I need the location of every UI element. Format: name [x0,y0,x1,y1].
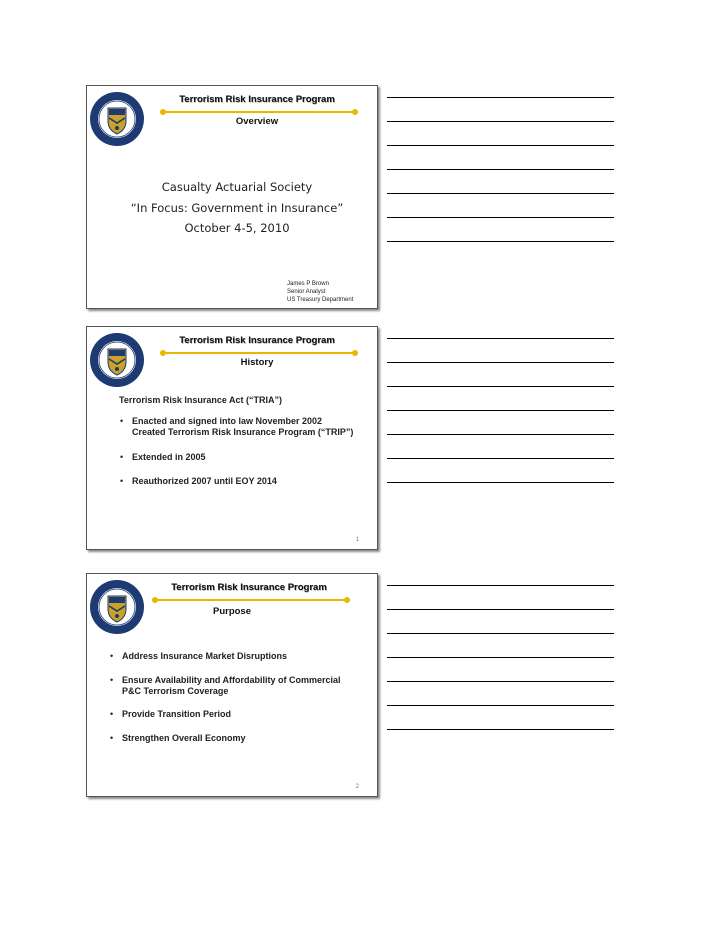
slide-purpose [86,573,378,797]
author-department: US Treasury Department [287,297,354,303]
notes-line [387,362,614,363]
event-date: October 4-5, 2010 [184,221,290,235]
notes-line [387,705,614,706]
notes-line [387,217,614,218]
slide-title: Terrorism Risk Insurance Program [171,582,327,593]
bullet-item [110,709,232,720]
bullet-icon: • [120,452,124,462]
bullet-item [110,675,341,697]
bullet-icon: • [110,675,114,685]
notes-line [387,97,614,98]
treasury-seal-icon [89,579,145,635]
notes-line [387,241,614,242]
event-name: “In Focus: Government in Insurance” [130,201,344,215]
notes-line [387,681,614,682]
notes-line [387,482,614,483]
title-underline [151,596,351,604]
bullet-item [120,476,277,487]
author-name: James P Brown [287,281,329,287]
notes-line [387,458,614,459]
bullet-text: Strengthen Overall Economy [122,733,246,743]
author-role: Senior Analyst [287,289,326,295]
notes-line [387,145,614,146]
slide-subtitle: Purpose [212,606,251,617]
notes-line [387,609,614,610]
bullet-item [120,416,354,438]
slide-title: Terrorism Risk Insurance Program [179,335,335,346]
page-number: 1 [355,537,359,543]
title-underline [159,108,359,116]
treasury-seal-icon [89,91,145,147]
bullet-item [110,651,288,662]
bullet-item [120,452,206,463]
notes-line [387,434,614,435]
bullet-text: Reauthorized 2007 until EOY 2014 [132,476,277,486]
treasury-seal-icon [89,332,145,388]
notes-line [387,338,614,339]
page-number: 2 [355,784,359,790]
author-block [287,280,353,304]
slide-history [86,326,378,550]
notes-line [387,657,614,658]
notes-line [387,193,614,194]
slide-title: Terrorism Risk Insurance Program [179,94,335,105]
event-organization: Casualty Actuarial Society [161,180,313,194]
notes-line [387,386,614,387]
section-heading: Terrorism Risk Insurance Act (“TRIA”) [119,395,283,405]
bullet-text: Extended in 2005 [132,452,206,462]
bullet-text: Created Terrorism Risk Insurance Program (“TRIP”) [132,427,354,437]
notes-line [387,585,614,586]
bullet-text: Ensure Availability and Affordability of Commercial [122,675,341,685]
bullet-text: Enacted and signed into law November 2002 [132,416,323,426]
notes-line [387,169,614,170]
slide-overview [86,85,378,309]
title-underline [159,349,359,357]
slide-subtitle: Overview [235,116,279,127]
notes-line [387,633,614,634]
notes-line [387,121,614,122]
notes-line [387,410,614,411]
bullet-text: Address Insurance Market Disruptions [122,651,288,661]
bullet-item [110,733,246,744]
bullet-text: Provide Transition Period [122,709,232,719]
bullet-icon: • [110,709,114,719]
bullet-icon: • [110,651,114,661]
bullet-icon: • [110,733,114,743]
bullet-text: P&C Terrorism Coverage [122,686,229,696]
notes-line [387,729,614,730]
slide-subtitle: History [240,357,274,368]
bullet-icon: • [120,416,124,426]
bullet-icon: • [120,476,124,486]
